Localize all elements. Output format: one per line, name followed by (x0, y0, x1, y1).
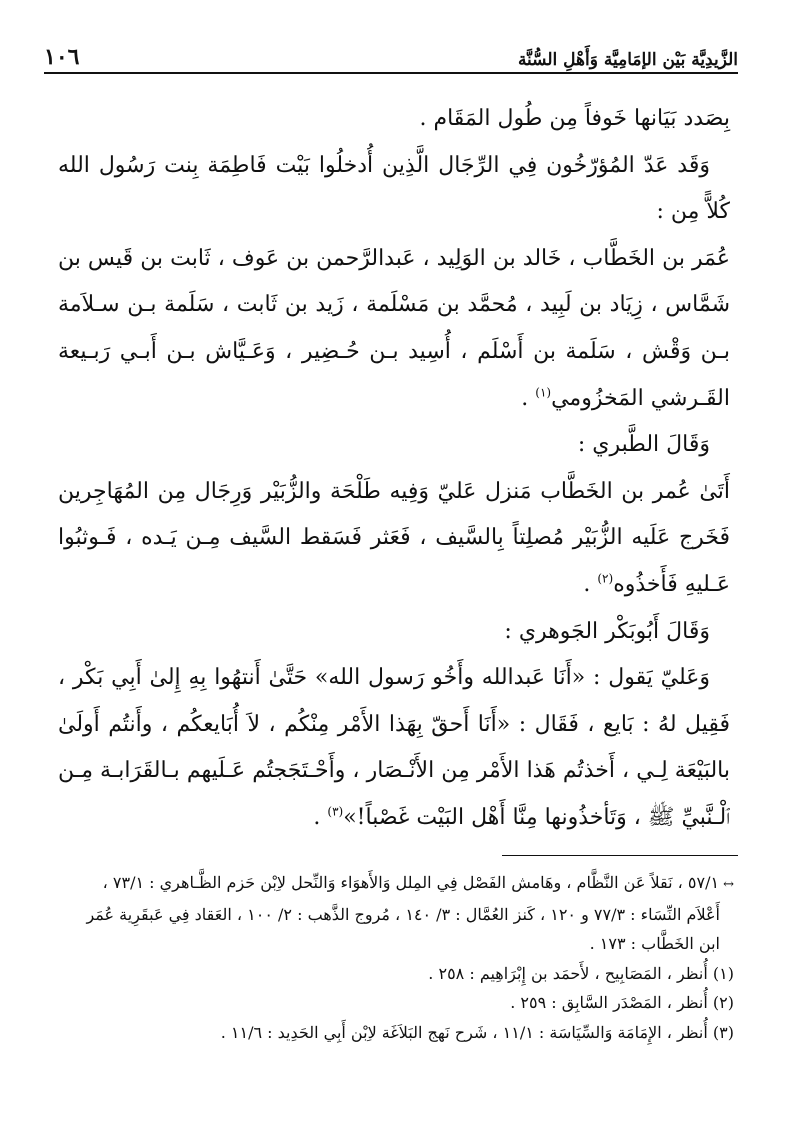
footnote-continued-line-2: أَعْلاَم النِّسَاء : ٧٧/٣ و ١٢٠ ، كَنز العُمَّال : ٣/ ١٤٠ ، مُروج الذَّهب : ٢/ ١٠٠ ، العَقاد فِي عَبقَرِية عُمَر (86, 904, 720, 924)
footnotes (70, 868, 734, 1047)
footnote-3: (٣) أُنظر ، الإِمَامَة وَالسِّيَاسَة : ١١/١ ، شَرح نَهج البَلاَغَة لاِبْن أَبِي الحَدِيد : ١١/٦ . (220, 1022, 734, 1042)
footnote-continued-line-3: ابن الخَطَّاب : ١٧٣ . (589, 934, 720, 953)
paragraph-6: وَقَالَ أَبُوبَكْر الجَوهري : (504, 618, 710, 644)
paragraph-2: وَقَد عَدّ المُؤرّخُون فِي الرِّجَال الَّذِين أُدخلُوا بَيْت فَاطِمَة بِنت رَسُول الله كُلاًّ مِن : (58, 152, 730, 225)
footnote-ref-2: (٢) (597, 571, 614, 586)
page-number: ١٠٦ (44, 44, 80, 70)
paragraph-7: وَعَليّ يَقول : «أَنَا عَبدالله وأَخُو رَسول الله» حَتَّىٰ أَنتهُوا بِهِ إِلىٰ أَبِي بَكْر ، فَقِيل لهُ : بَايع ، فَقَال : «أَنَا أَحقّ بِهَذا الأَمْر مِنْكُم ، لاَ أُبَايعكُم ، وأَنتُم أَولَىٰ بالبَيْعَة لِـي ، أَخذتُم هَذا الأَمْر مِن الأَنْـصَار ، وأَحْـتَجَجتُم عَـلَيهم بـالقَرَابـة مِـن ٱلْـنَّبيِّ ﷺ ، وَتَأخذُونها مِنَّا أَهْل البَيْت غَصْباً!»$^{(٣)}$ . (58, 665, 730, 830)
main-text (58, 96, 730, 842)
footnote-1: (١) أُنظر ، المَصَابِيح ، لأَحمَد بن إِبْرَاهِيم : ٢٥٨ . (428, 963, 734, 983)
footnote-2: (٢) أُنظر ، المَصْدَر السَّابِق : ٢٥٩ . (510, 993, 734, 1012)
running-title: الزَّيدِيَّة بَيْن الإمَامِيَّة وَأَهْلِ السُّنَّة (517, 50, 738, 70)
footnote-divider (502, 855, 738, 856)
footnote-continued: ↔٥٧/١ ، نَقلاً عَن النَّظَّام ، وهَامش الفَصْل فِي المِلل وَالأَهوَاء وَالنِّحل لاِبْن حَزم الظَّـاهري : ٧٣/١ ، (70, 868, 734, 900)
page-header (44, 28, 738, 74)
paragraph-5: أَتَىٰ عُمر بن الخَطَّاب مَنزل عَليّ وَفِيه طَلْحَة والزُّبَيْر وَرِجَال مِن المُهَاجِرين فَخَرج عَلَيه الزُّبَيْر مُصلِتاً بِالسَّيف ، فَعَثر فَسَقط السَّيف مِـن يَـده ، فَـوثبُوا عَـليهِ فَأَخذُوه$^{(٢)}$ . (58, 478, 730, 597)
paragraph-4: وَقَالَ الطَّبري : (577, 432, 710, 458)
continuation-arrow-icon: ↔ (723, 877, 734, 892)
footnote-ref-1: (١) (535, 385, 552, 400)
footnote-ref-3: (٣) (327, 804, 344, 819)
paragraph-1: بِصَدد بَيَانها خَوفاً مِن طُول المَقَام . (419, 106, 730, 131)
paragraph-3: عُمَر بن الخَطَّاب ، خَالد بن الوَلِيد ، عَبدالرَّحمن بن عَوف ، ثَابت بن قَيس بن شَمَّاس ، زِيَاد بن لَبِيد ، مُحمَّد بن مَسْلَمة ، زَيد بن ثَابت ، سَلَمة بـن سـلاَمة بـن وَقْش ، سَلَمة بن أَسْلَم ، أُسِيد بـن حُـضِير ، وَعَـيَّاش بـن أَبـي رَبـيعة القَـرشي المَخزُومي$^{(١)}$ . (58, 245, 730, 411)
